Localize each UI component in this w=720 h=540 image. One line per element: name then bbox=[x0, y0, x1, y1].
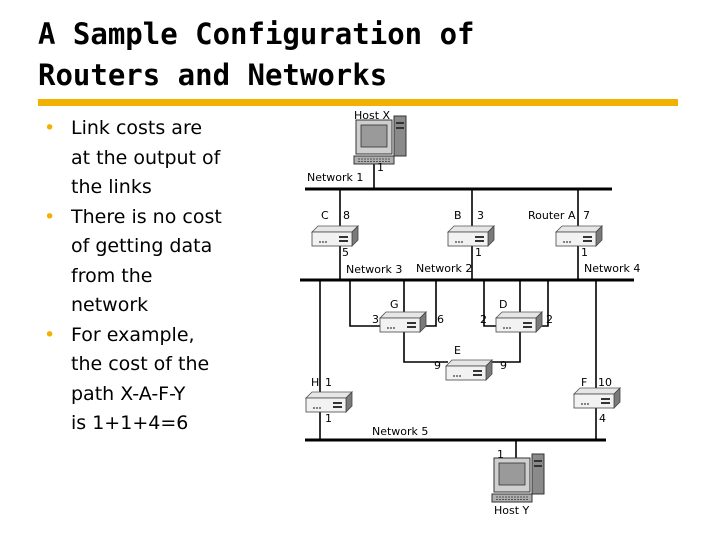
router-c-label: C bbox=[321, 209, 329, 222]
network-2-label: Network 2 bbox=[416, 262, 473, 275]
cost-c-top: 8 bbox=[343, 209, 350, 222]
cost-h-top: 1 bbox=[325, 376, 332, 389]
bullet-item bbox=[44, 114, 259, 203]
network-5-label: Network 5 bbox=[372, 425, 429, 438]
network-1-label: Network 1 bbox=[307, 171, 364, 184]
bullet-text: Link costs are at the output of the links bbox=[71, 117, 221, 198]
bullet-dot-icon: • bbox=[44, 205, 56, 228]
router-h-label: H bbox=[311, 376, 320, 389]
router-b-icon bbox=[448, 226, 494, 246]
cost-b-top: 3 bbox=[477, 209, 484, 222]
router-h-icon bbox=[306, 392, 352, 412]
cost-host-y: 1 bbox=[497, 448, 504, 461]
router-g-label: G bbox=[390, 298, 399, 311]
router-d-icon bbox=[496, 312, 542, 332]
network-diagram bbox=[290, 104, 650, 524]
router-e-label: E bbox=[454, 344, 461, 357]
cost-a-bottom: 1 bbox=[581, 246, 588, 259]
host-x-label: Host X bbox=[354, 109, 391, 122]
bullet-text: For example, the cost of the path X-A-F-Y is 1+1+4=6 bbox=[71, 323, 210, 434]
router-f-label: F bbox=[581, 376, 588, 389]
bullet-dot-icon: • bbox=[44, 117, 56, 139]
host-y-icon bbox=[492, 454, 544, 502]
cost-a-top: 7 bbox=[583, 209, 590, 222]
router-b-label: B bbox=[454, 209, 462, 222]
router-a-label: Router A bbox=[528, 209, 576, 222]
links bbox=[320, 158, 596, 470]
router-e-icon bbox=[446, 360, 492, 380]
router-a-icon bbox=[556, 226, 602, 246]
bullet-item bbox=[44, 321, 259, 439]
bullet-item bbox=[44, 203, 259, 321]
router-f-icon bbox=[574, 388, 620, 408]
bullet-list bbox=[44, 114, 259, 439]
cost-b-bottom: 1 bbox=[475, 246, 482, 259]
cost-d-left: 2 bbox=[480, 313, 487, 326]
host-y-label: Host Y bbox=[494, 504, 530, 517]
cost-host-x: 1 bbox=[377, 161, 384, 174]
cost-e-left: 9 bbox=[434, 359, 441, 372]
bullet-dot-icon: • bbox=[44, 323, 56, 346]
cost-g-right: 6 bbox=[437, 313, 444, 326]
host-x-icon bbox=[354, 116, 406, 164]
cost-c-bottom: 5 bbox=[342, 246, 349, 259]
slide-title-line-2: Routers and Networks bbox=[38, 58, 388, 92]
router-g-icon bbox=[380, 312, 426, 332]
router-d-label: D bbox=[499, 298, 508, 311]
cost-f-bottom: 4 bbox=[599, 412, 606, 425]
cost-h-bottom: 1 bbox=[325, 412, 332, 425]
cost-d-right: 2 bbox=[546, 313, 553, 326]
cost-f-top: 10 bbox=[598, 376, 612, 389]
network-4-label: Network 4 bbox=[584, 262, 641, 275]
router-c-icon bbox=[312, 226, 358, 246]
slide-title bbox=[38, 14, 678, 96]
bullet-text: There is no cost of getting data from the network bbox=[71, 205, 222, 316]
slide-title-line-1: A Sample Configuration of bbox=[38, 17, 475, 51]
network-3-label: Network 3 bbox=[346, 263, 403, 276]
cost-e-right: 9 bbox=[500, 359, 507, 372]
cost-g-left: 3 bbox=[372, 313, 379, 326]
